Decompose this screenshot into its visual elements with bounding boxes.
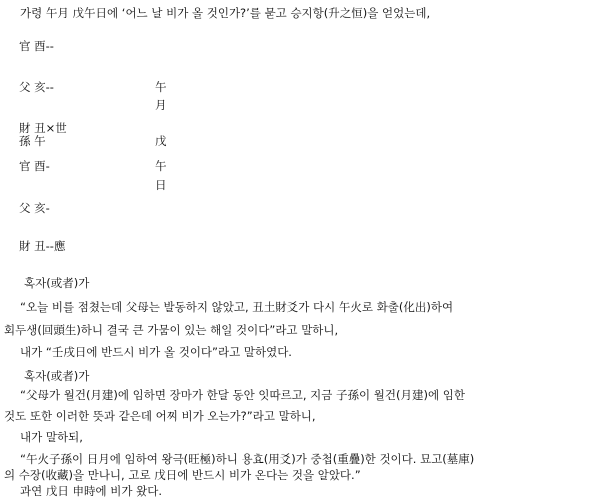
paragraph-line-8: 내가 말하되,	[20, 430, 83, 444]
month-label-char-1: 午	[155, 80, 167, 94]
month-label-char-2: 月	[155, 98, 167, 112]
hexagram-line-4: 孫 午	[19, 134, 46, 148]
paragraph-line-6: “父母가 월건(月建)에 임하면 장마가 한달 동안 잇따르고, 지금 子孫이 월건(月建)에 임한	[20, 388, 465, 402]
paragraph-line-7: 것도 또한 이러한 뜻과 같은데 어찌 비가 오는가?”라고 말하니,	[4, 409, 316, 423]
day-label-char-1: 戊	[155, 134, 167, 148]
paragraph-line-5: 혹자(或者)가	[24, 369, 90, 383]
day-label-char-2: 午	[155, 159, 167, 173]
hexagram-line-3: 財 丑×世	[19, 121, 67, 135]
hexagram-line-7: 財 丑--應	[19, 239, 66, 253]
paragraph-line-11: 과연 戊日 申時에 비가 왔다.	[20, 484, 163, 498]
hexagram-line-1: 官 酉--	[19, 39, 54, 53]
paragraph-line-3: 회두생(回頭生)하니 결국 큰 가뭄이 있는 해일 것이다”라고 말하니,	[4, 323, 339, 337]
paragraph-line-10: 의 수장(收藏)을 만나니, 고로 戊日에 반드시 비가 온다는 것을 알았다.”	[4, 468, 361, 482]
paragraph-line-9: “午火子孫이 日月에 임하여 왕극(旺極)하니 용효(用爻)가 중첩(重疊)한 것이다. 묘고(墓庫)	[20, 452, 475, 466]
paragraph-line-2: “오늘 비를 점쳤는데 父母는 발동하지 않았고, 丑土財爻가 다시 午火로 화출(化出)하여	[20, 300, 454, 314]
paragraph-line-1: 혹자(或者)가	[24, 276, 90, 290]
hexagram-line-6: 父 亥-	[19, 201, 50, 215]
hexagram-line-2: 父 亥--	[19, 80, 54, 94]
hexagram-line-5: 官 酉-	[19, 159, 50, 173]
day-label-char-3: 日	[155, 178, 167, 192]
intro-text: 가령 午月 戊午日에 ‘어느 날 비가 올 것인가?’를 묻고 승지항(升之恒)을 얻었는데,	[20, 6, 431, 20]
paragraph-line-4: 내가 “壬戌日에 반드시 비가 올 것이다”라고 말하였다.	[20, 345, 292, 359]
